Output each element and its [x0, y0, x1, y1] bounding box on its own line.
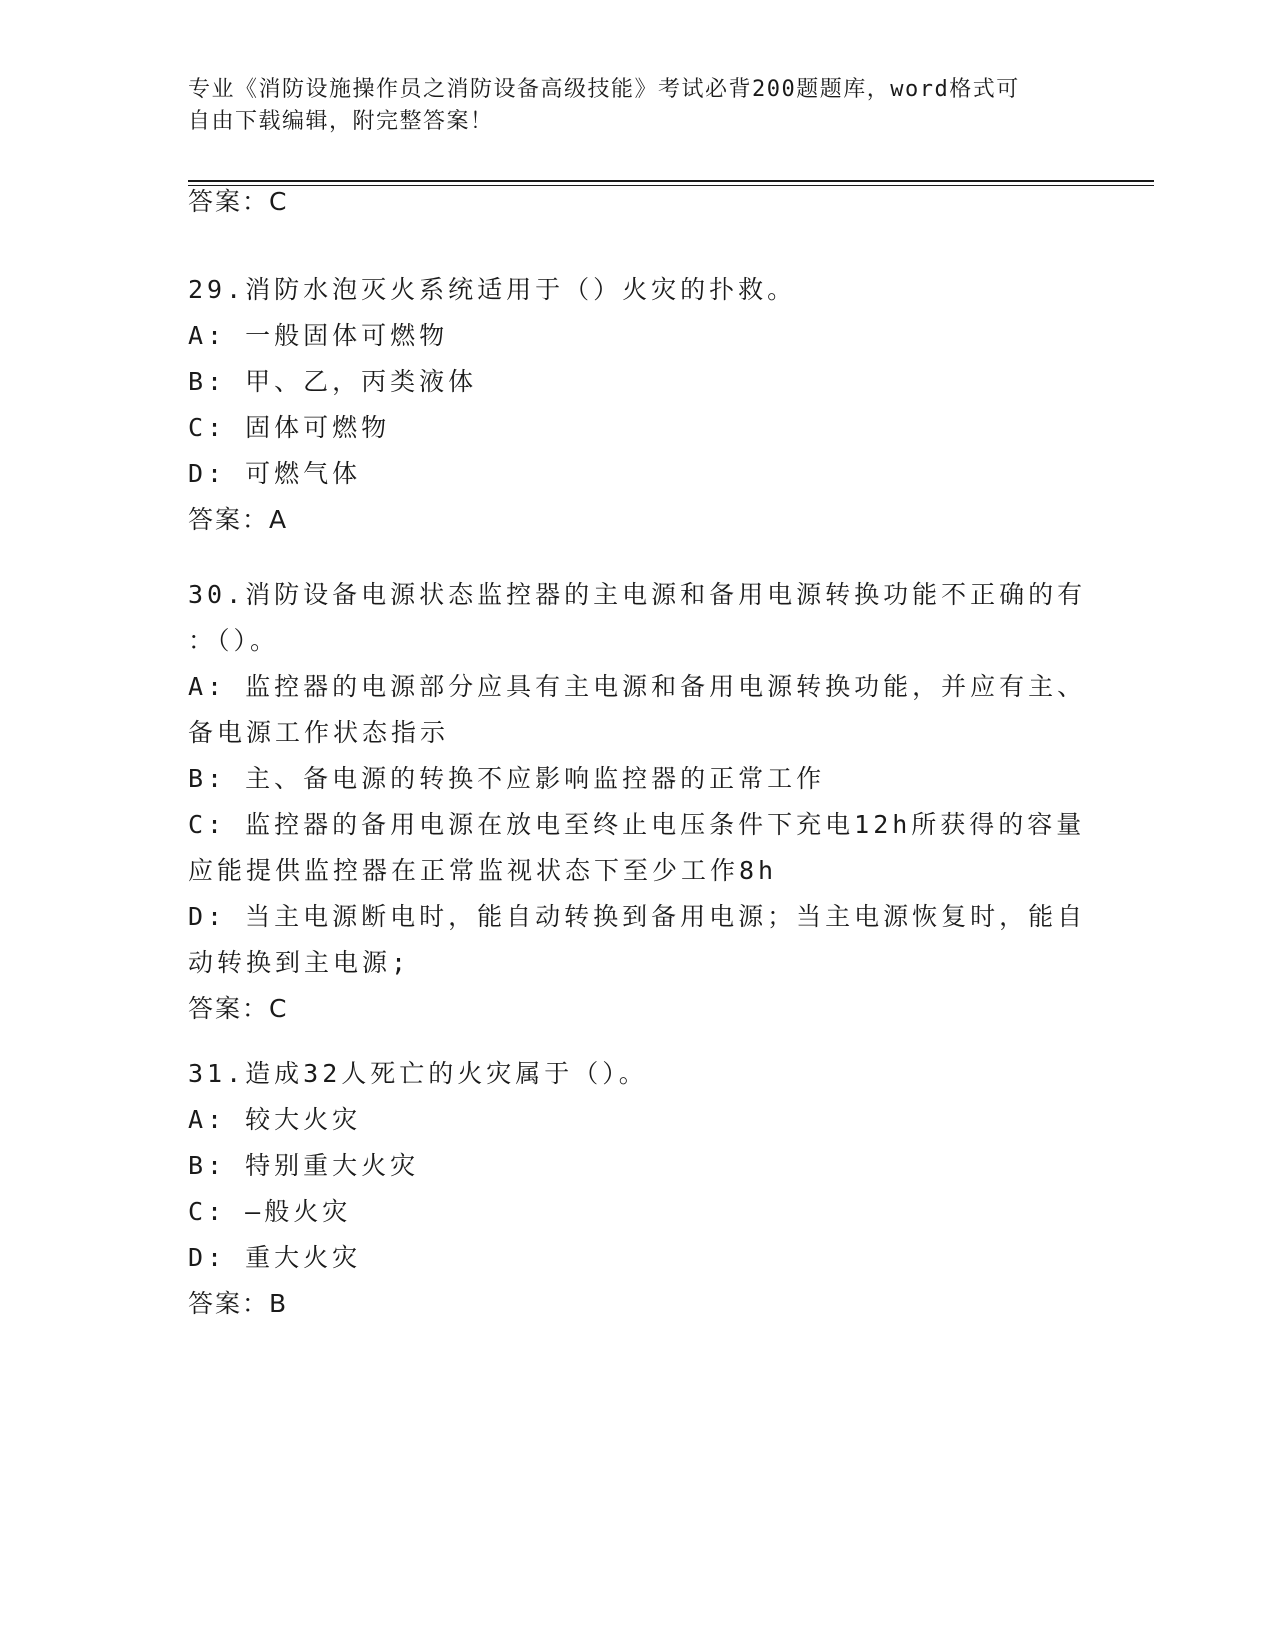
option-a: A: 一般固体可燃物 — [188, 321, 449, 350]
question-29 — [188, 267, 1088, 543]
document-header — [188, 74, 1088, 138]
option-b: B: 特别重大火灾 — [188, 1151, 420, 1180]
option-d-continued: 动转换到主电源; — [188, 948, 411, 977]
question-30 — [188, 572, 1088, 1032]
option-d: D: 当主电源断电时，能自动转换到备用电源；当主电源恢复时，能自 — [188, 902, 1087, 931]
header-divider-thick — [188, 180, 1154, 182]
question-stem-continued: ：（）。 — [188, 626, 280, 655]
option-b: B: 主、备电源的转换不应影响监控器的正常工作 — [188, 764, 826, 793]
header-line-1: 专业《消防设施操作员之消防设备高级技能》考试必背200题题库，word格式可 — [188, 77, 1020, 102]
question-31 — [188, 1051, 1088, 1327]
question-answer: 答案：A — [188, 505, 289, 534]
option-c: C: 固体可燃物 — [188, 413, 391, 442]
option-c: C: 监控器的备用电源在放电至终止电压条件下充电12h所获得的容量 — [188, 810, 1086, 839]
header-divider-thin — [188, 185, 1154, 186]
option-d: D: 可燃气体 — [188, 459, 362, 488]
previous-question-answer: 答案：C — [188, 187, 289, 216]
option-a: A: 较大火灾 — [188, 1105, 362, 1134]
option-a-continued: 备电源工作状态指示 — [188, 718, 450, 747]
question-stem: 29.消防水泡灭火系统适用于（）火灾的扑救。 — [188, 275, 797, 304]
question-answer: 答案：B — [188, 1289, 289, 1318]
question-answer: 答案：C — [188, 994, 289, 1023]
header-line-2: 自由下载编辑，附完整答案！ — [188, 109, 494, 134]
option-d: D: 重大火灾 — [188, 1243, 362, 1272]
question-stem: 30.消防设备电源状态监控器的主电源和备用电源转换功能不正确的有 — [188, 580, 1087, 609]
option-c-continued: 应能提供监控器在正常监视状态下至少工作8h — [188, 856, 778, 885]
option-c: C: —般火灾 — [188, 1197, 352, 1226]
option-b: B: 甲、乙，丙类液体 — [188, 367, 478, 396]
question-stem: 31.造成32人死亡的火灾属于（）。 — [188, 1059, 648, 1088]
option-a: A: 监控器的电源部分应具有主电源和备用电源转换功能，并应有主、 — [188, 672, 1087, 701]
